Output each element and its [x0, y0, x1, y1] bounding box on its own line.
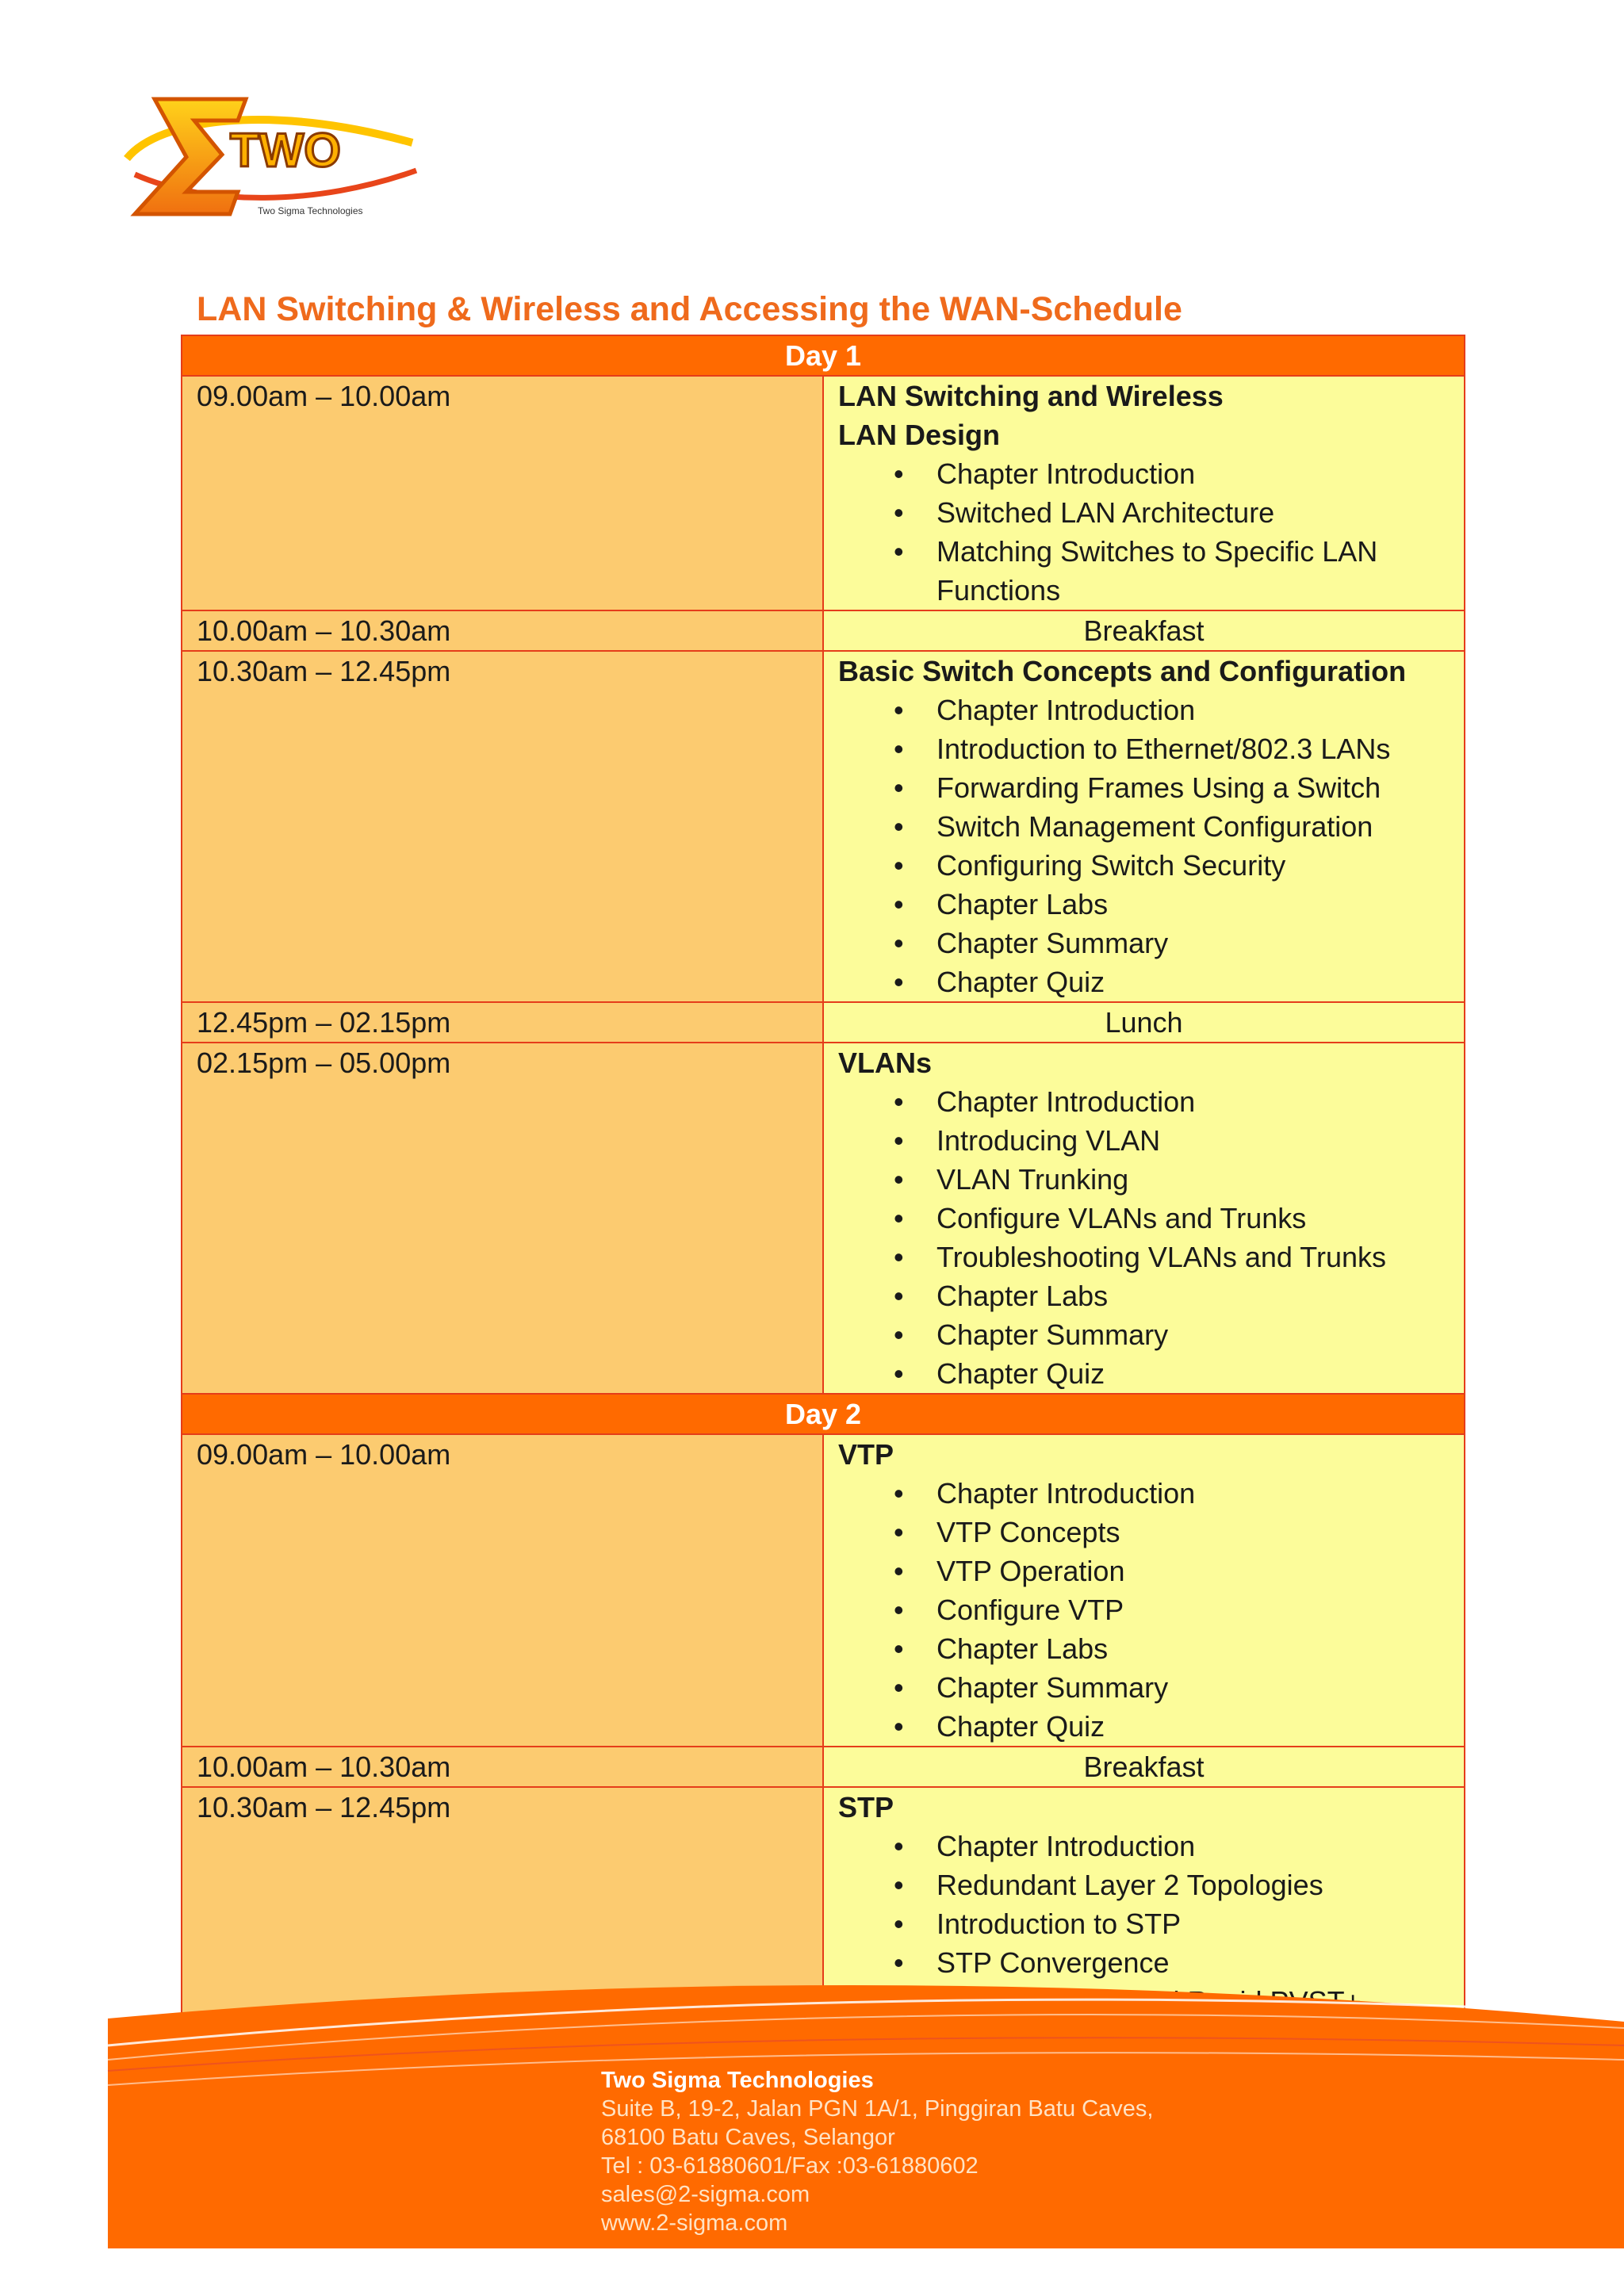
topic-item: • Chapter Quiz	[838, 1707, 1464, 1746]
day-header-row	[182, 335, 1465, 376]
break-label: Breakfast	[823, 610, 1465, 651]
session-title: VLANs	[838, 1047, 933, 1079]
footer-email[interactable]: sales@2-sigma.com	[601, 2182, 810, 2207]
footer-company-name: Two Sigma Technologies	[601, 2068, 874, 2093]
topic-item: • Chapter Summary	[838, 924, 1464, 962]
schedule-table	[181, 335, 1465, 2022]
session-row	[182, 1434, 1465, 1747]
time-slot: 10.30am – 12.45pm	[182, 1787, 823, 2022]
topic-item: • Introducing VLAN	[838, 1121, 1464, 1160]
break-row	[182, 1747, 1465, 1787]
break-row	[182, 610, 1465, 651]
topic-item: • Chapter Quiz	[838, 962, 1464, 1001]
footer-website[interactable]: www.2-sigma.com	[601, 2210, 788, 2236]
session-row	[182, 1043, 1465, 1394]
footer-address-line1: Suite B, 19-2, Jalan PGN 1A/1, Pinggiran Batu Caves,	[601, 2096, 1154, 2122]
topic-item: • Configure VLANs and Trunks	[838, 1199, 1464, 1238]
break-row	[182, 1002, 1465, 1043]
time-slot: 09.00am – 10.00am	[182, 376, 823, 610]
topic-item: • Chapter Labs	[838, 1629, 1464, 1668]
topic-list	[838, 691, 1464, 1001]
topic-item: • Switch Management Configuration	[838, 807, 1464, 846]
document-title: LAN Switching & Wireless and Accessing the WAN-Schedule	[197, 290, 1182, 328]
topic-item: • Forwarding Frames Using a Switch	[838, 768, 1464, 807]
topic-item: • Redundant Layer 2 Topologies	[838, 1866, 1464, 1904]
topic-item: • Chapter Labs	[838, 1276, 1464, 1315]
two-sigma-logo	[111, 87, 428, 230]
topic-item: • Chapter Introduction	[838, 454, 1464, 493]
logo-tagline: Two Sigma Technologies	[258, 205, 363, 216]
topic-item: • Introduction to STP	[838, 1904, 1464, 1943]
topic-item: • Switched LAN Architecture	[838, 493, 1464, 532]
topic-item: • VLAN Trunking	[838, 1160, 1464, 1199]
time-slot: 10.30am – 12.45pm	[182, 651, 823, 1002]
topic-list	[838, 1082, 1464, 1393]
session-content	[823, 651, 1465, 1002]
break-label: Breakfast	[823, 1747, 1465, 1787]
topic-item: • Matching Switches to Specific LAN Functions	[838, 532, 1464, 610]
footer-contact	[601, 2066, 1153, 2237]
time-slot: 10.00am – 10.30am	[182, 610, 823, 651]
session-title: Basic Switch Concepts and Configuration	[838, 655, 1407, 687]
break-label: Lunch	[823, 1002, 1465, 1043]
footer-address-line2: 68100 Batu Caves, Selangor	[601, 2125, 895, 2150]
topic-item: • Chapter Summary	[838, 1668, 1464, 1707]
topic-list	[838, 454, 1464, 610]
time-slot: 02.15pm – 05.00pm	[182, 1043, 823, 1394]
session-content	[823, 1434, 1465, 1747]
footer-phone: Tel : 03-61880601/Fax :03-61880602	[601, 2153, 979, 2179]
topic-item: • Troubleshooting VLANs and Trunks	[838, 1238, 1464, 1276]
session-row	[182, 651, 1465, 1002]
topic-item: • Chapter Introduction	[838, 1827, 1464, 1866]
topic-item: • VTP Operation	[838, 1552, 1464, 1590]
time-slot: 12.45pm – 02.15pm	[182, 1002, 823, 1043]
time-slot: 09.00am – 10.00am	[182, 1434, 823, 1747]
topic-item: • Chapter Quiz	[838, 1354, 1464, 1393]
topic-item: • VTP Concepts	[838, 1513, 1464, 1552]
time-slot: 10.00am – 10.30am	[182, 1747, 823, 1787]
session-content	[823, 376, 1465, 610]
session-content	[823, 1043, 1465, 1394]
day-label: Day 1	[182, 335, 1465, 376]
day-label: Day 2	[182, 1394, 1465, 1434]
day-header-row	[182, 1394, 1465, 1434]
topic-item: • Chapter Introduction	[838, 691, 1464, 729]
logo-wordmark: TWO	[230, 124, 341, 177]
topic-item: • Chapter Introduction	[838, 1082, 1464, 1121]
topic-item: • STP Convergence	[838, 1943, 1464, 1982]
topic-list	[838, 1474, 1464, 1746]
session-title: LAN Switching and Wireless	[838, 380, 1224, 412]
topic-item: • Configure VTP	[838, 1590, 1464, 1629]
session-row	[182, 376, 1465, 610]
session-title: VTP	[838, 1438, 894, 1471]
topic-item: • Introduction to Ethernet/802.3 LANs	[838, 729, 1464, 768]
topic-item: • Configuring Switch Security	[838, 846, 1464, 885]
session-title: LAN Design	[838, 419, 1001, 451]
topic-item: • Chapter Labs	[838, 885, 1464, 924]
session-title: STP	[838, 1791, 894, 1823]
topic-item: • Chapter Summary	[838, 1315, 1464, 1354]
topic-item: • Chapter Introduction	[838, 1474, 1464, 1513]
